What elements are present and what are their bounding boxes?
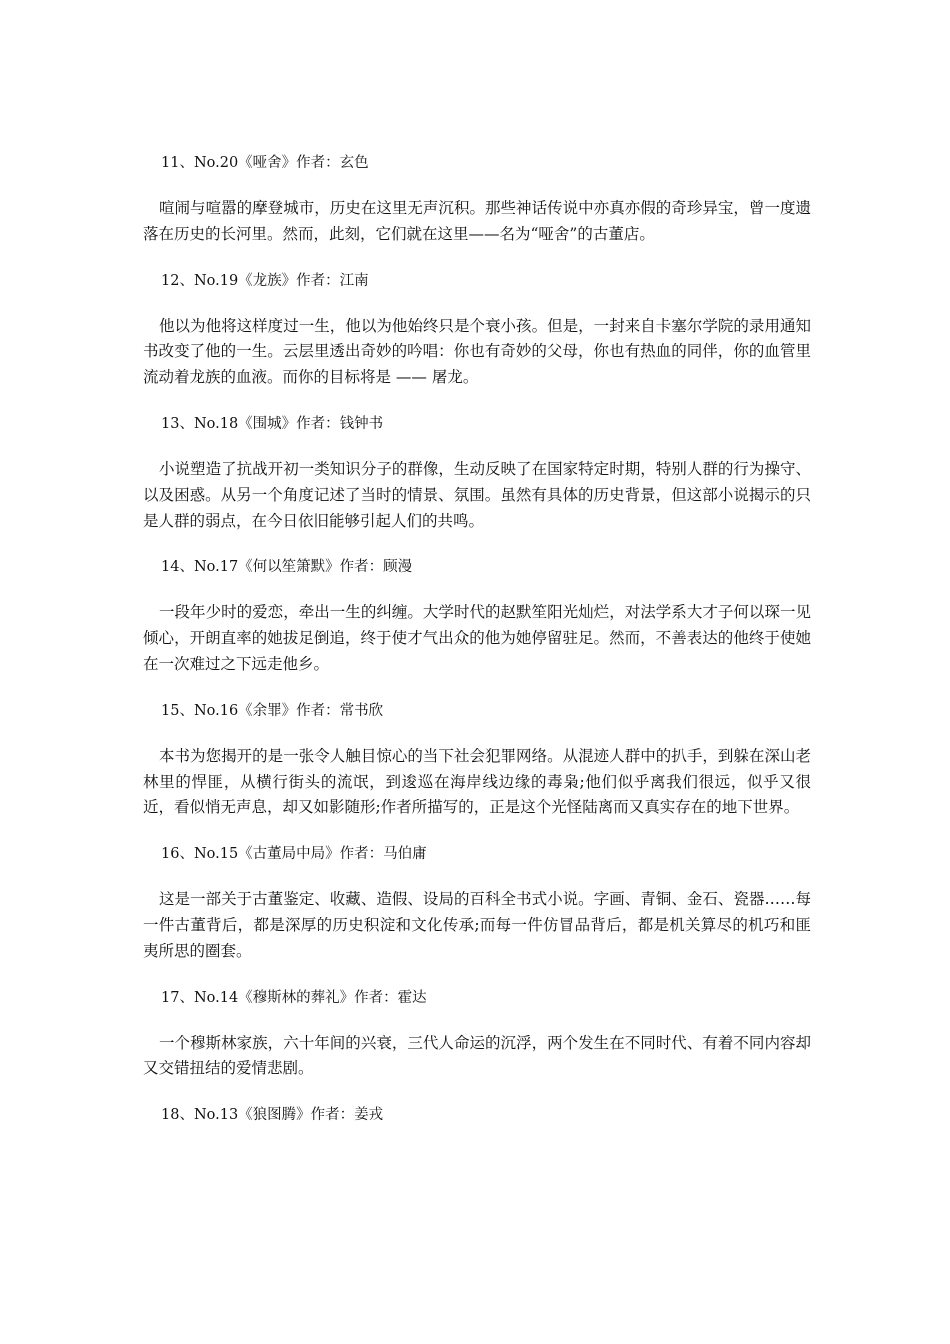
book-heading: 14、No.17《何以笙箫默》作者：顾漫 xyxy=(161,559,413,576)
book-description: 他以为他将这样度过一生，他以为他始终只是个衰小孩。但是，一封来自卡塞尔学院的录用通知书改变了他的一生。云层里透出奇妙的吟唱：你也有奇妙的父母，你也有热血的同伴，你的血管里流动着龙族的血液。而你的目标将是 —— 屠龙。 xyxy=(143,316,811,387)
book-entry xyxy=(143,841,811,964)
book-entry xyxy=(143,411,811,534)
book-description: 一个穆斯林家族，六十年间的兴衰，三代人命运的沉浮，两个发生在不同时代、有着不同内容却又交错扭结的爱情悲剧。 xyxy=(143,1033,811,1078)
book-heading: 16、No.15《古董局中局》作者：马伯庸 xyxy=(161,846,427,863)
book-description: 一段年少时的爱恋，牵出一生的纠缠。大学时代的赵默笙阳光灿烂，对法学系大才子何以琛一见倾心，开朗直率的她拔足倒追，终于使才气出众的他为她停留驻足。然而，不善表达的他终于使她在一次难过之下远走他乡。 xyxy=(143,603,811,673)
book-entry xyxy=(143,985,811,1083)
book-heading: 13、No.18《围城》作者：钱钟书 xyxy=(161,415,384,432)
book-entry xyxy=(143,1102,811,1128)
book-heading: 11、No.20《哑舍》作者：玄色 xyxy=(161,155,369,171)
book-description: 本书为您揭开的是一张令人触目惊心的当下社会犯罪网络。从混迹人群中的扒手，到躲在深山老林里的悍匪，从横行街头的流氓，到逡巡在海岸线边缘的毒枭;他们似乎离我们很远，似乎又很 近，看似悄无声息，却又如影随形;作者所描写的，正是这个光怪陆离而又真实存在的地下世界。 xyxy=(143,746,811,817)
book-entry xyxy=(143,268,811,391)
book-entry xyxy=(143,554,811,677)
book-heading: 12、No.19《龙族》作者：江南 xyxy=(161,272,369,289)
book-description: 喧闹与喧嚣的摩登城市，历史在这里无声沉积。那些神话传说中亦真亦假的奇珍异宝，曾一度遗落在历史的长河里。然而，此刻，它们就在这里——名为“哑舍”的古董店。 xyxy=(143,199,811,243)
book-description: 小说塑造了抗战开初一类知识分子的群像，生动反映了在国家特定时期，特别人群的行为操守、以及困惑。从另一个角度记述了当时的情景、氛围。虽然有具体的历史背景，但这部小说揭示的只是人群的弱点，在今日依旧能够引起人们的共鸣。 xyxy=(143,459,811,530)
book-list xyxy=(143,150,811,1148)
book-heading: 15、No.16《余罪》作者：常书欣 xyxy=(161,702,384,719)
book-entry xyxy=(143,698,811,821)
book-entry xyxy=(143,150,811,248)
book-description: 这是一部关于古董鉴定、收藏、造假、设局的百科全书式小说。字画、青铜、金石、瓷器……每一件古董背后，都是深厚的历史积淀和文化传承;而每一件仿冒品背后，都是机关算尽的机巧和匪夷所思的圈套。 xyxy=(143,890,811,960)
book-heading: 18、No.13《狼图腾》作者：姜戎 xyxy=(161,1107,384,1124)
book-heading: 17、No.14《穆斯林的葬礼》作者：霍达 xyxy=(161,989,427,1006)
